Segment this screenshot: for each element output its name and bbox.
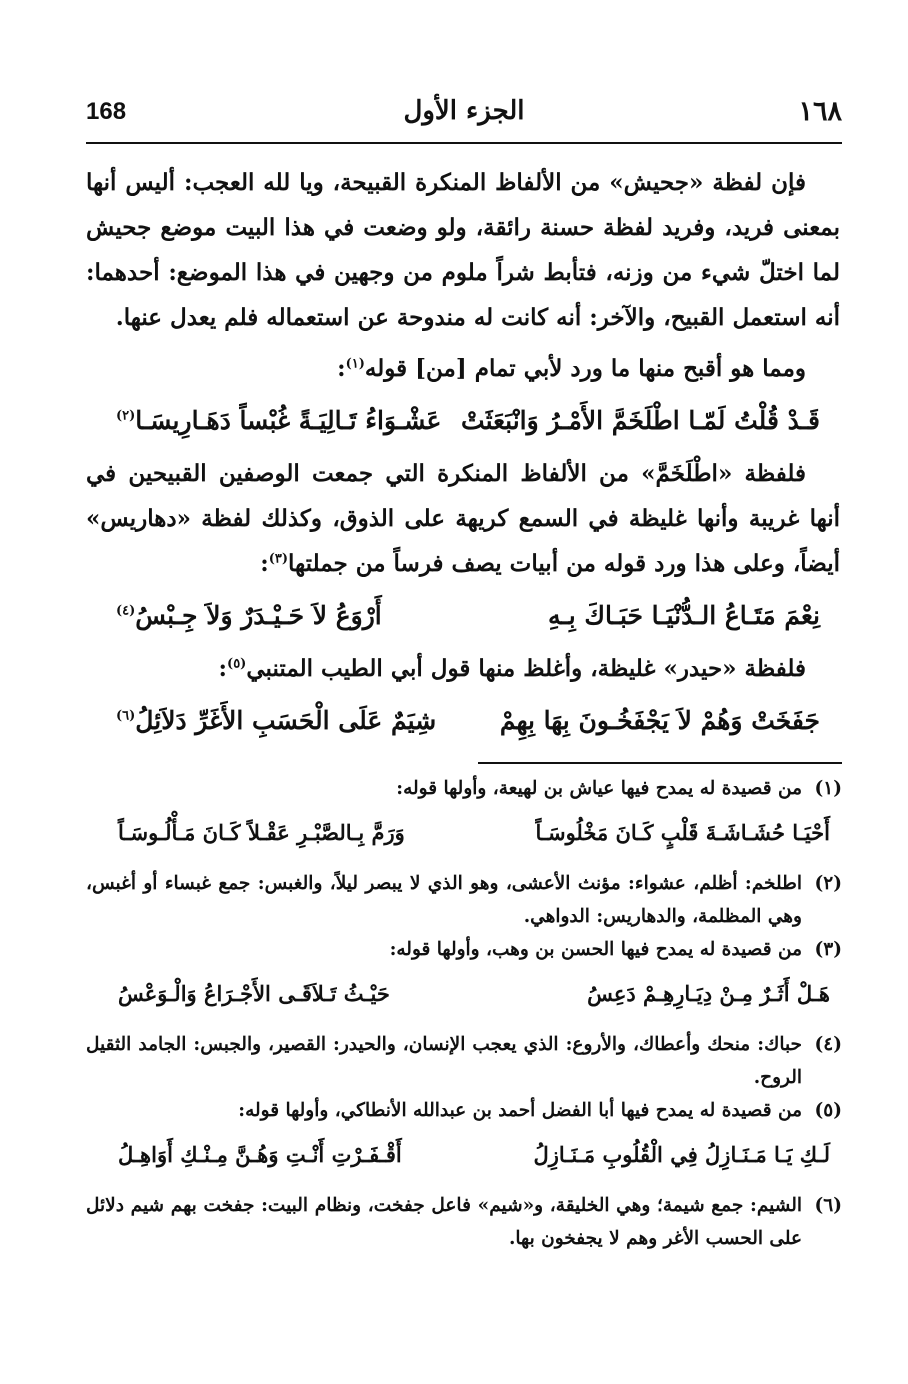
- footnote-6: [86, 1189, 842, 1255]
- footnote-ref-3: (٣): [268, 551, 289, 567]
- footnote-6-text: الشيم: جمع شيمة؛ وهي الخليقة، و«شيم» فاعل جفخت، ونظام البيت: جفخت بهم شيم دلائل على الحسب الأغر وهم لا يجفخون بها.: [86, 1195, 802, 1249]
- paragraph-4-colon: :: [218, 655, 228, 682]
- footnote-3-verse: [86, 966, 842, 1022]
- verse-3: [86, 691, 840, 751]
- paragraph-4-text: فلفظة «حيدر» غليظة، وأغلظ منها قول أبي الطيب المتنبي: [246, 655, 806, 682]
- footnote-1-verse-first: أَحْيَـا حُشَـاشَـةَ قَلْبٍ كَـانَ مَخْلُوسَـاً: [535, 820, 830, 845]
- footnote-2-number: (٢): [814, 873, 842, 894]
- footnotes: [86, 772, 842, 1255]
- footnote-6-number: (٦): [814, 1195, 842, 1216]
- paragraph-3-text: فلفظة «اطْلَخَمَّ» من الألفاظ المنكرة التي جمعت الوصفين القبيحين في أنها غريبة وأنها غليظة في السمع كريهة على الذوق، وكذلك لفظة «دهاريس» أيضاً، وعلى هذا ورد قوله من أبيات يصف فرساً من جملتها: [86, 460, 840, 577]
- footnote-2: [86, 867, 842, 933]
- verse-1-second-text: عَشْـوَاءُ تَـالِيَـةً غُبْساً دَهَـارِيسَـا: [135, 406, 442, 435]
- verse-1-second-hemistich: [116, 391, 441, 451]
- running-title: الجزء الأول: [403, 96, 525, 126]
- verse-2-second-text: أَرْوَعُ لاَ حَـيْـدَرٌ وَلاَ جِـبْسُ: [135, 601, 382, 630]
- verse-3-second-hemistich: [116, 691, 436, 751]
- verse-2-first-hemistich: نِعْمَ مَتَـاعُ الـدُّنْيَـا حَبَـاكَ بِـهِ: [548, 601, 820, 630]
- main-text: [86, 160, 840, 751]
- header-rule: [86, 142, 842, 144]
- footnote-5-number: (٥): [814, 1100, 842, 1121]
- footnote-5-verse-first: لَـكِ يَـا مَـنَـازِلُ فِي الْقُلُوبِ مَـنَـازِلُ: [533, 1142, 830, 1167]
- footnote-ref-6: (٦): [116, 708, 136, 724]
- footnote-1-verse: [86, 805, 842, 861]
- footnote-3: [86, 933, 842, 966]
- footnote-3-number: (٣): [814, 939, 842, 960]
- verse-2-second-hemistich: [116, 586, 382, 646]
- footnote-separator: [478, 762, 842, 764]
- footnote-5: [86, 1094, 842, 1127]
- footnote-ref-2: (٢): [116, 408, 136, 424]
- footnote-1: [86, 772, 842, 805]
- footnote-5-verse-second: أَقْـفَـرْتِ أَنْـتِ وَهُـنَّ مِـنْـكِ أَوَاهِـلُ: [118, 1142, 402, 1167]
- footnote-4: [86, 1028, 842, 1094]
- footnote-5-text: من قصيدة له يمدح فيها أبا الفضل أحمد بن عبدالله الأنطاكي، وأولها قوله:: [238, 1100, 802, 1121]
- verse-3-first-hemistich: جَفَخَتْ وَهُمْ لاَ يَجْفَخُـونَ بِهَا بِهِمْ: [499, 706, 820, 735]
- footnote-4-number: (٤): [814, 1034, 842, 1055]
- footnote-1-number: (١): [814, 778, 842, 799]
- paragraph-3-colon: :: [260, 550, 269, 577]
- footnote-3-verse-first: هَـلْ أَثَـرٌ مِـنْ دِيَـارِهِـمْ دَعِسُ: [587, 981, 830, 1006]
- paragraph-4: [86, 646, 840, 691]
- footnote-ref-5: (٥): [227, 656, 247, 672]
- verse-2: [86, 586, 840, 646]
- paragraph-3: [86, 451, 840, 586]
- page-number-arabic: ١٦٨: [798, 96, 842, 127]
- verse-3-second-text: شِيَمٌ عَلَى الْحَسَبِ الأَغَرِّ دَلاَئِلُ: [135, 706, 437, 735]
- footnote-1-verse-second: وَرَمَّ بِـالصَّبْـرِ عَقْـلاً كَـانَ مَـأْلُـوسَـاً: [118, 820, 405, 845]
- footnote-ref-1: (١): [345, 356, 365, 372]
- footnote-5-verse: [86, 1127, 842, 1183]
- verse-1-first-hemistich: قَـدْ قُلْتُ لَمّـا اطْلَخَمَّ الأَمْـرُ وَانْبَعَثَتْ: [461, 406, 820, 435]
- paragraph-1: فإن لفظة «جحيش» من الألفاظ المنكرة القبيحة، ويا لله العجب: أليس أنها بمعنى فريد، وفريد لفظة حسنة رائقة، ولو وضعت في هذا البيت موضع جحيش لما اختلّ شيء من وزنه، فتأبط شراً ملوم من وجهين في هذا الموضع: أحدهما: أنه استعمل القبيح، والآخر: أنه كانت له مندوحة عن استعماله فلم يعدل عنها.: [86, 169, 840, 331]
- footnote-4-text: حباك: منحك وأعطاك، والأروع: الذي يعجب الإنسان، والحيدر: القصير، والجبس: الجامد الثقيل الروح.: [86, 1034, 802, 1088]
- verse-1: [86, 391, 840, 451]
- footnote-3-text: من قصيدة له يمدح فيها الحسن بن وهب، وأولها قوله:: [389, 939, 802, 960]
- page-header: [86, 92, 842, 140]
- footnote-1-text: من قصيدة له يمدح فيها عياش بن لهيعة، وأولها قوله:: [396, 778, 802, 799]
- footnote-ref-4: (٤): [116, 603, 136, 619]
- footnote-3-verse-second: حَيْـثُ تَـلاَقَـى الأَجْـرَاعُ وَالْـوَعْسُ: [118, 981, 390, 1006]
- paragraph-2-text: ومما هو أقبح منها ما ورد لأبي تمام [من] قوله: [364, 355, 806, 382]
- paragraph-2: [86, 346, 840, 391]
- footnote-2-text: اطلخم: أظلم، عشواء: مؤنث الأعشى، وهو الذي لا يبصر ليلاً، والغبس: جمع غبساء أو أغبس، وهي المظلمة، والدهاريس: الدواهي.: [86, 873, 802, 927]
- paragraph-2-colon: :: [337, 355, 346, 382]
- page-number-latin: 168: [86, 98, 127, 125]
